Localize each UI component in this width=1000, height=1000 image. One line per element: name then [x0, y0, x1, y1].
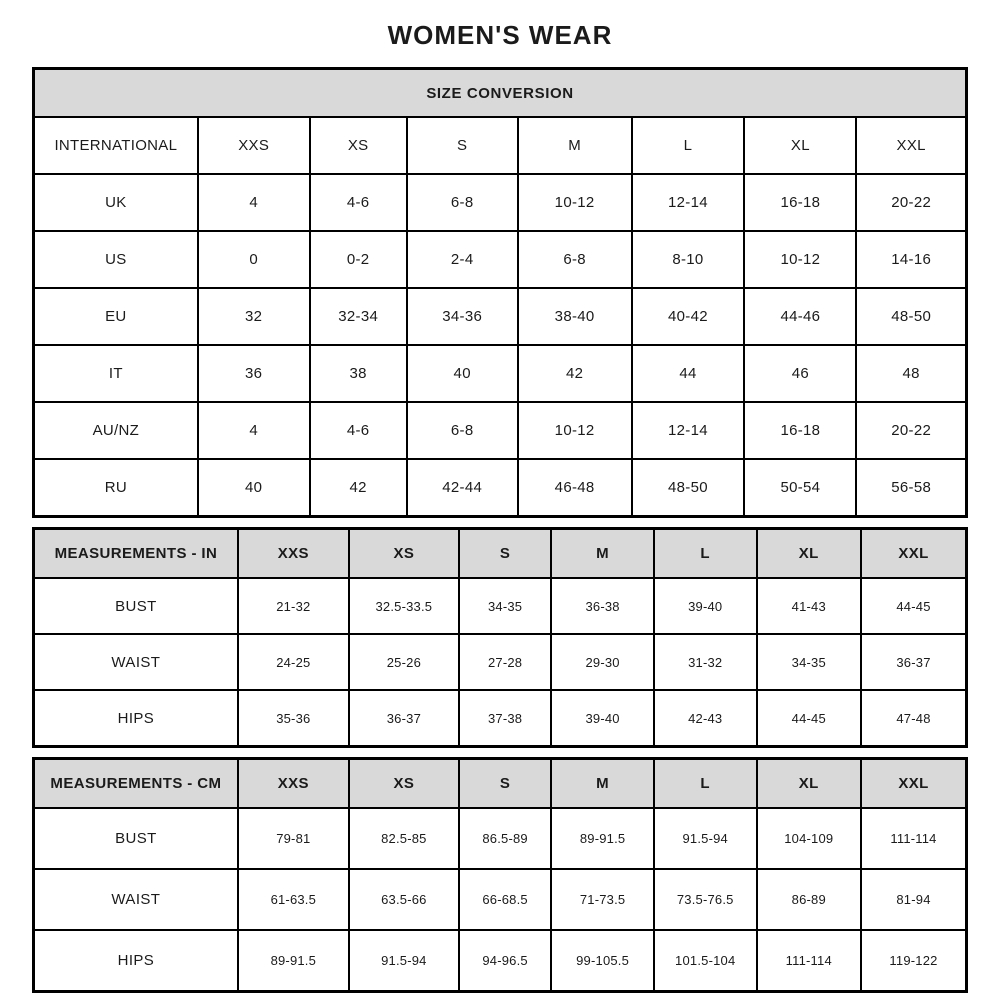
cell: 91.5-94 [654, 808, 757, 869]
cell: 2-4 [407, 231, 518, 288]
cell: 39-40 [551, 690, 654, 747]
cell: 4-6 [310, 174, 407, 231]
row-label: BUST [34, 808, 238, 869]
cell: 24-25 [238, 634, 349, 690]
cell: 111-114 [757, 930, 861, 992]
size-header: XS [349, 529, 459, 579]
cell: L [632, 117, 745, 174]
measurements-in-title: MEASUREMENTS - IN [34, 529, 238, 579]
size-header: M [551, 529, 654, 579]
cell: 32 [198, 288, 310, 345]
measurements-cm-header-row [34, 759, 967, 809]
row-label: RU [34, 459, 198, 517]
cell: 42 [310, 459, 407, 517]
cell: 0 [198, 231, 310, 288]
size-header: XL [757, 529, 861, 579]
cell: 40-42 [632, 288, 745, 345]
row-label: AU/NZ [34, 402, 198, 459]
cell: 8-10 [632, 231, 745, 288]
cell: 32-34 [310, 288, 407, 345]
size-header: S [459, 529, 551, 579]
cell: 31-32 [654, 634, 757, 690]
cell: 34-36 [407, 288, 518, 345]
cell: 0-2 [310, 231, 407, 288]
table-row-uk [34, 174, 967, 231]
cell: 56-58 [856, 459, 966, 517]
size-header: L [654, 759, 757, 809]
table-row-waist-in [34, 634, 967, 690]
size-conversion-header-row [34, 69, 967, 118]
row-label: BUST [34, 578, 238, 634]
cell: 66-68.5 [459, 869, 551, 930]
cell: 34-35 [459, 578, 551, 634]
table-row-us [34, 231, 967, 288]
cell: 73.5-76.5 [654, 869, 757, 930]
cell: 42 [518, 345, 632, 402]
cell: 6-8 [407, 174, 518, 231]
cell: 10-12 [744, 231, 856, 288]
cell: 47-48 [861, 690, 966, 747]
measurements-in-table [32, 527, 968, 748]
table-row-bust-in [34, 578, 967, 634]
measurements-in-header-row [34, 529, 967, 579]
cell: 79-81 [238, 808, 349, 869]
cell: 20-22 [856, 174, 966, 231]
row-label: US [34, 231, 198, 288]
cell: 12-14 [632, 402, 745, 459]
measurements-cm-title: MEASUREMENTS - CM [34, 759, 238, 809]
cell: 21-32 [238, 578, 349, 634]
cell: 10-12 [518, 402, 632, 459]
measurements-cm-table [32, 757, 968, 993]
cell: 16-18 [744, 402, 856, 459]
cell: 29-30 [551, 634, 654, 690]
size-conversion-table [32, 67, 968, 518]
table-row-waist-cm [34, 869, 967, 930]
row-label: INTERNATIONAL [34, 117, 198, 174]
cell: 4 [198, 174, 310, 231]
cell: 44-45 [861, 578, 966, 634]
cell: 25-26 [349, 634, 459, 690]
cell: 86-89 [757, 869, 861, 930]
cell: 6-8 [518, 231, 632, 288]
cell: 119-122 [861, 930, 966, 992]
cell: 44-45 [757, 690, 861, 747]
cell: XL [744, 117, 856, 174]
row-label: HIPS [34, 690, 238, 747]
size-header: M [551, 759, 654, 809]
cell: 41-43 [757, 578, 861, 634]
size-header: S [459, 759, 551, 809]
cell: 36-37 [349, 690, 459, 747]
cell: 101.5-104 [654, 930, 757, 992]
table-row-eu [34, 288, 967, 345]
size-conversion-title: SIZE CONVERSION [34, 69, 967, 118]
cell: 63.5-66 [349, 869, 459, 930]
cell: 37-38 [459, 690, 551, 747]
size-header: XS [349, 759, 459, 809]
cell: 34-35 [757, 634, 861, 690]
size-header: XXL [861, 529, 966, 579]
cell: 94-96.5 [459, 930, 551, 992]
cell: 36-38 [551, 578, 654, 634]
cell: 48-50 [632, 459, 745, 517]
cell: 10-12 [518, 174, 632, 231]
size-header: XL [757, 759, 861, 809]
cell: 61-63.5 [238, 869, 349, 930]
size-header: L [654, 529, 757, 579]
cell: 4 [198, 402, 310, 459]
size-header: XXS [238, 759, 349, 809]
cell: 40 [198, 459, 310, 517]
cell: 89-91.5 [238, 930, 349, 992]
cell: 91.5-94 [349, 930, 459, 992]
cell: 48-50 [856, 288, 966, 345]
row-label: UK [34, 174, 198, 231]
cell: 46-48 [518, 459, 632, 517]
cell: 14-16 [856, 231, 966, 288]
cell: 27-28 [459, 634, 551, 690]
row-label: WAIST [34, 634, 238, 690]
cell: 44-46 [744, 288, 856, 345]
cell: 48 [856, 345, 966, 402]
cell: 36 [198, 345, 310, 402]
row-label: IT [34, 345, 198, 402]
cell: 46 [744, 345, 856, 402]
size-header: XXL [861, 759, 966, 809]
cell: 4-6 [310, 402, 407, 459]
cell: 111-114 [861, 808, 966, 869]
table-row-it [34, 345, 967, 402]
cell: 39-40 [654, 578, 757, 634]
table-row-hips-cm [34, 930, 967, 992]
table-row-bust-cm [34, 808, 967, 869]
cell: 89-91.5 [551, 808, 654, 869]
cell: 86.5-89 [459, 808, 551, 869]
cell: 99-105.5 [551, 930, 654, 992]
cell: 104-109 [757, 808, 861, 869]
size-header: XXS [238, 529, 349, 579]
cell: 44 [632, 345, 745, 402]
cell: 81-94 [861, 869, 966, 930]
table-row-international [34, 117, 967, 174]
cell: 82.5-85 [349, 808, 459, 869]
cell: 40 [407, 345, 518, 402]
cell: 42-44 [407, 459, 518, 517]
cell: 16-18 [744, 174, 856, 231]
cell: 36-37 [861, 634, 966, 690]
table-row-ru [34, 459, 967, 517]
page-title: WOMEN'S WEAR [387, 20, 613, 50]
cell: 71-73.5 [551, 869, 654, 930]
table-row-aunz [34, 402, 967, 459]
cell: 12-14 [632, 174, 745, 231]
row-label: HIPS [34, 930, 238, 992]
cell: 38 [310, 345, 407, 402]
cell: 50-54 [744, 459, 856, 517]
cell: 20-22 [856, 402, 966, 459]
cell: 32.5-33.5 [349, 578, 459, 634]
cell: XS [310, 117, 407, 174]
cell: 6-8 [407, 402, 518, 459]
cell: M [518, 117, 632, 174]
table-row-hips-in [34, 690, 967, 747]
row-label: EU [34, 288, 198, 345]
cell: 42-43 [654, 690, 757, 747]
cell: 35-36 [238, 690, 349, 747]
cell: XXS [198, 117, 310, 174]
row-label: WAIST [34, 869, 238, 930]
cell: S [407, 117, 518, 174]
cell: 38-40 [518, 288, 632, 345]
cell: XXL [856, 117, 966, 174]
